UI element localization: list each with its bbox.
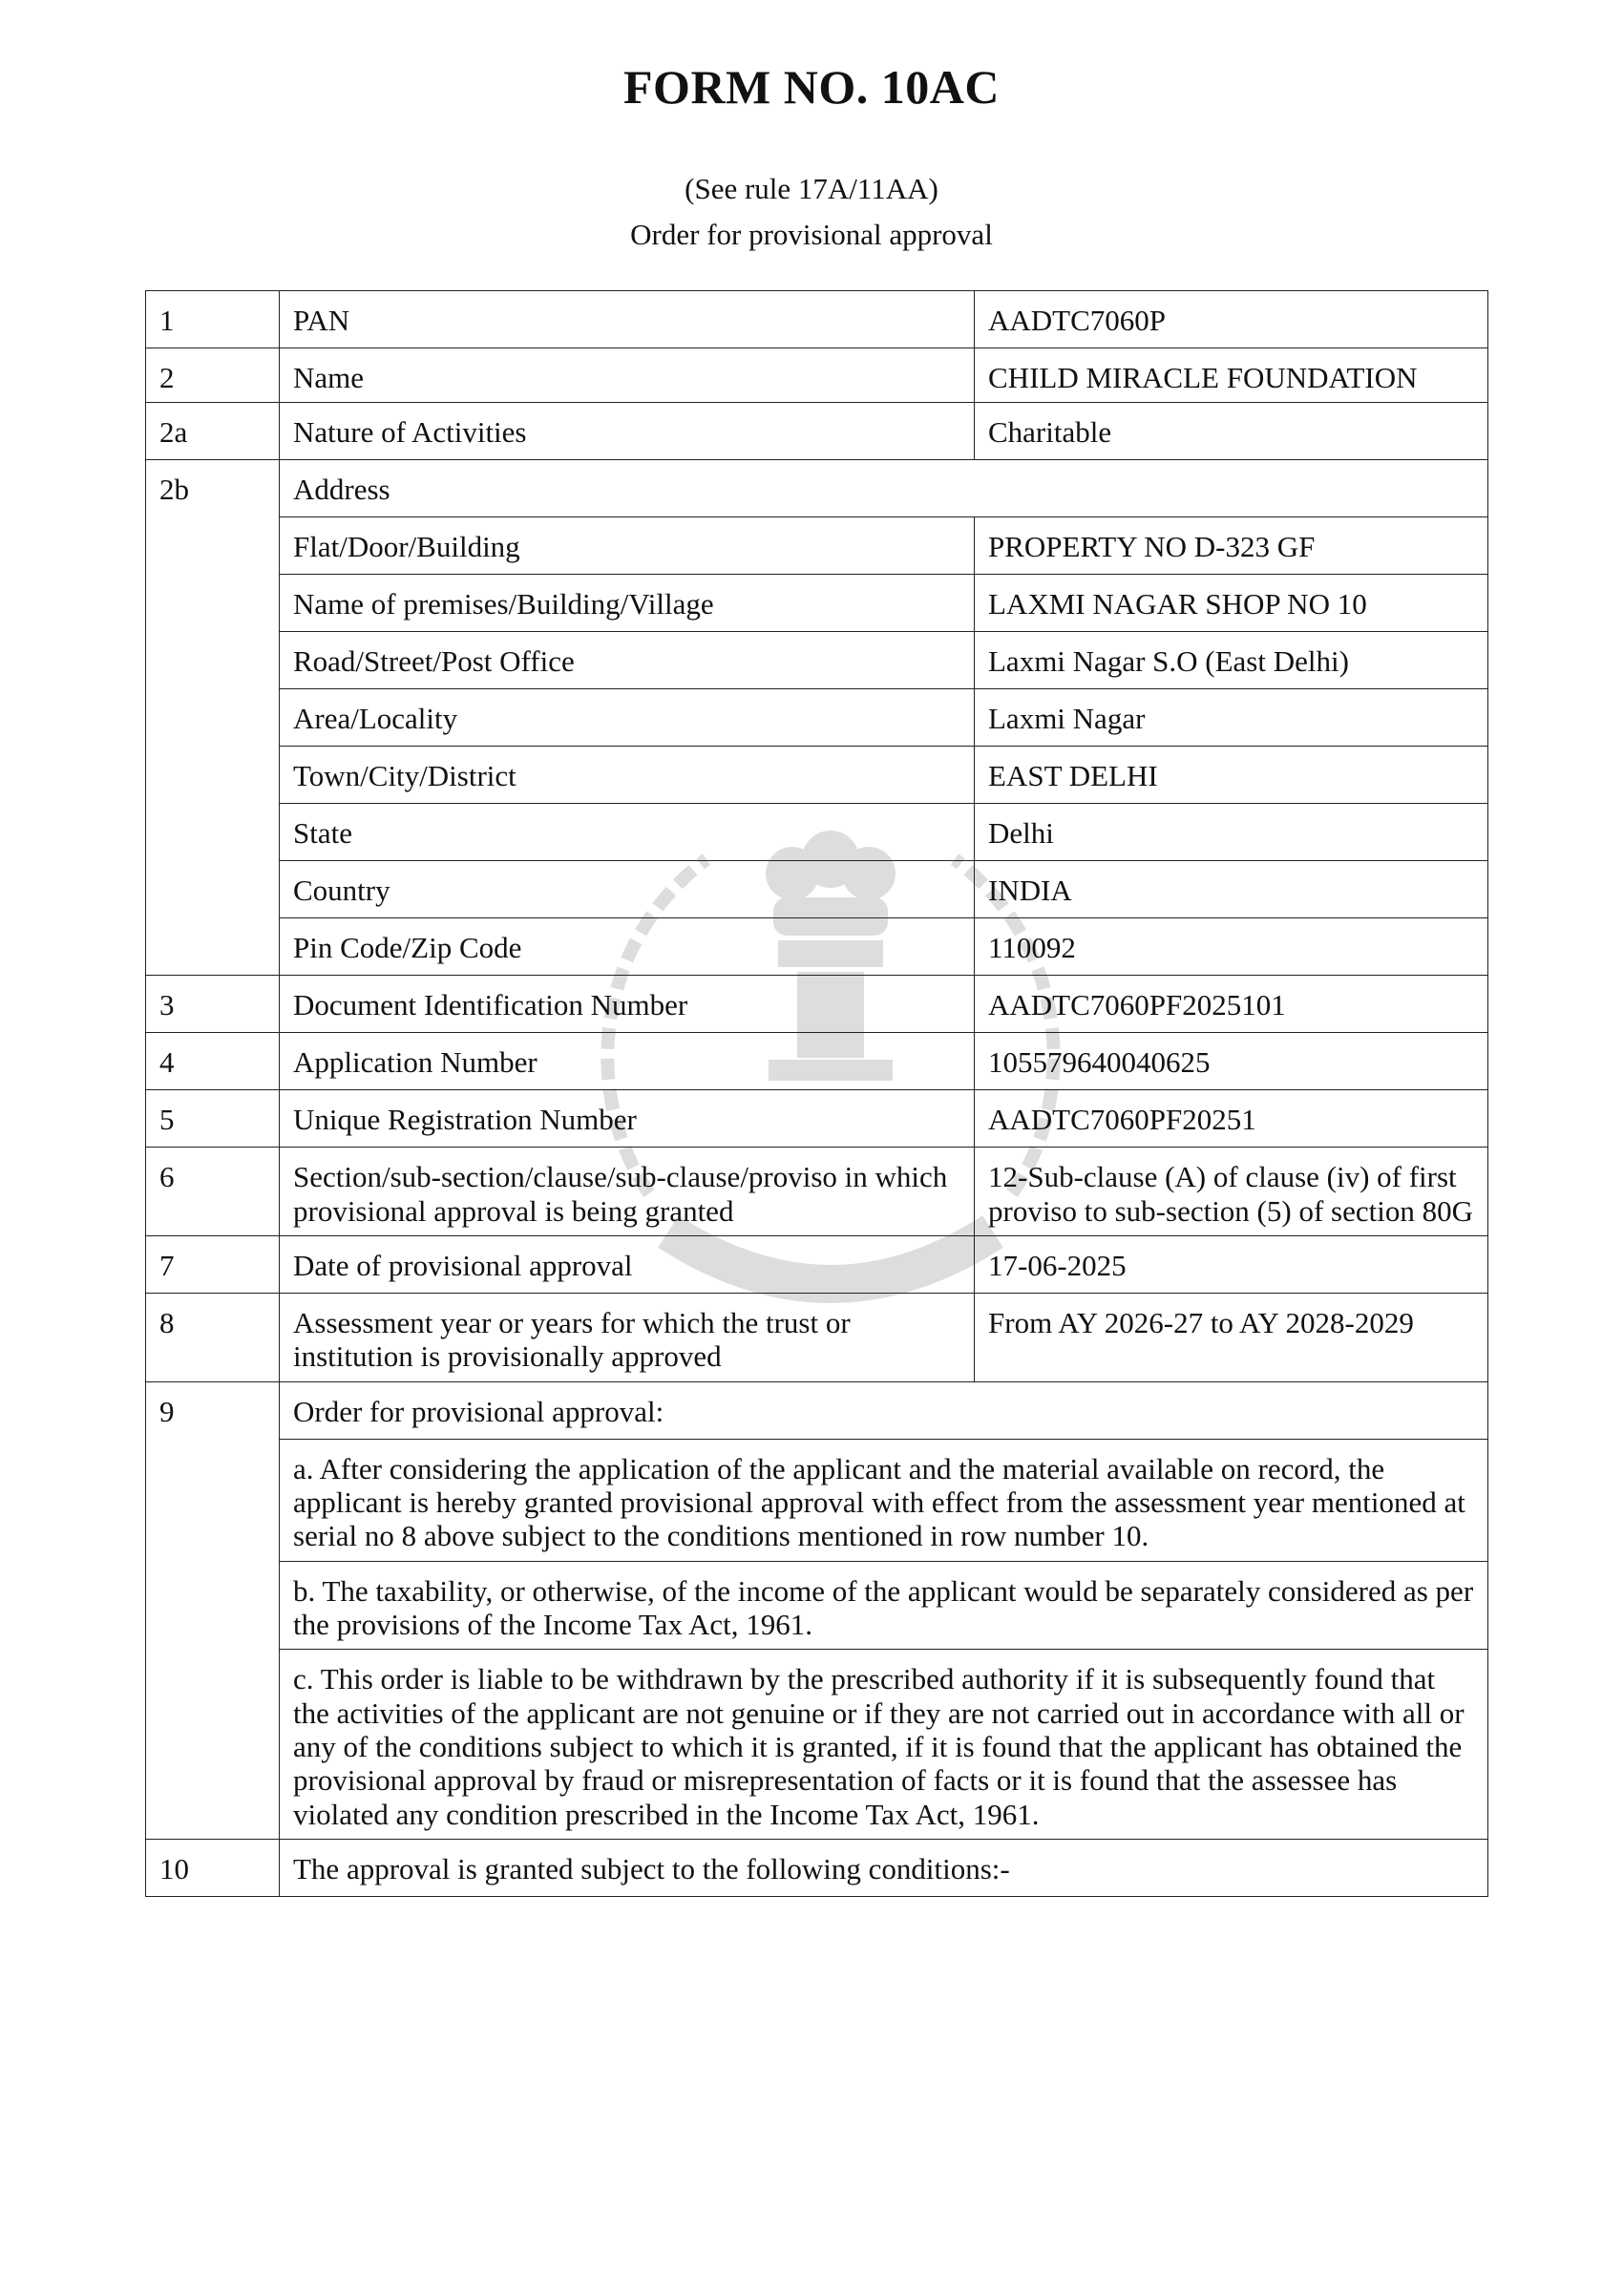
section-value: 12-Sub-clause (A) of clause (iv) of first proviso to sub-section (5) of section 80G bbox=[975, 1148, 1488, 1236]
row-number: 2b bbox=[146, 460, 280, 976]
approval-date-label: Date of provisional approval bbox=[280, 1235, 975, 1293]
form-title: FORM NO. 10AC bbox=[623, 60, 1000, 114]
assessment-year-label: Assessment year or years for which the trust or institution is provisionally approved bbox=[280, 1293, 975, 1381]
address-field-label: Town/City/District bbox=[280, 747, 975, 804]
table-row bbox=[146, 861, 1488, 918]
address-field-label: Country bbox=[280, 861, 975, 918]
name-label: Name bbox=[280, 348, 975, 403]
row-number: 10 bbox=[146, 1839, 280, 1896]
nature-of-activities-value: Charitable bbox=[975, 403, 1488, 460]
address-field-value: INDIA bbox=[975, 861, 1488, 918]
approval-table bbox=[145, 290, 1488, 1897]
table-row bbox=[146, 747, 1488, 804]
address-field-value: EAST DELHI bbox=[975, 747, 1488, 804]
table-row bbox=[146, 1235, 1488, 1293]
pan-label: PAN bbox=[280, 291, 975, 348]
table-row bbox=[146, 1033, 1488, 1090]
address-field-label: State bbox=[280, 804, 975, 861]
table-row bbox=[146, 460, 1488, 517]
rule-reference: (See rule 17A/11AA) bbox=[685, 172, 938, 205]
table-row bbox=[146, 1650, 1488, 1840]
address-field-value: 110092 bbox=[975, 918, 1488, 976]
approval-date-value: 17-06-2025 bbox=[975, 1235, 1488, 1293]
document-identification-label: Document Identification Number bbox=[280, 976, 975, 1033]
row-number: 3 bbox=[146, 976, 280, 1033]
address-field-label: Pin Code/Zip Code bbox=[280, 918, 975, 976]
address-field-label: Name of premises/Building/Village bbox=[280, 575, 975, 632]
table-row bbox=[146, 804, 1488, 861]
table-row bbox=[146, 976, 1488, 1033]
table-row bbox=[146, 1090, 1488, 1148]
table-row bbox=[146, 1148, 1488, 1236]
table-row bbox=[146, 1839, 1488, 1896]
row-number: 9 bbox=[146, 1381, 280, 1839]
unique-registration-value: AADTC7060PF20251 bbox=[975, 1090, 1488, 1148]
application-number-label: Application Number bbox=[280, 1033, 975, 1090]
order-paragraph-a: a. After considering the application of the applicant and the material available on record, the applicant is hereby granted provisional approval with effect from the assessment year mentioned at serial no 8 above subject to the conditions mentioned in row number 10. bbox=[280, 1439, 1488, 1561]
table-row bbox=[146, 403, 1488, 460]
address-heading: Address bbox=[280, 460, 1488, 517]
table-row bbox=[146, 575, 1488, 632]
row-number: 2a bbox=[146, 403, 280, 460]
order-heading: Order for provisional approval: bbox=[280, 1381, 1488, 1439]
row-number: 5 bbox=[146, 1090, 280, 1148]
address-field-label: Road/Street/Post Office bbox=[280, 632, 975, 689]
table-row bbox=[146, 632, 1488, 689]
row-number: 7 bbox=[146, 1235, 280, 1293]
application-number-value: 105579640040625 bbox=[975, 1033, 1488, 1090]
form-subtitle: Order for provisional approval bbox=[630, 218, 993, 251]
address-field-label: Flat/Door/Building bbox=[280, 517, 975, 575]
table-row bbox=[146, 1561, 1488, 1650]
row-number: 8 bbox=[146, 1293, 280, 1381]
pan-value: AADTC7060P bbox=[975, 291, 1488, 348]
address-field-value: PROPERTY NO D-323 GF bbox=[975, 517, 1488, 575]
row-number: 4 bbox=[146, 1033, 280, 1090]
table-row bbox=[146, 517, 1488, 575]
table-row bbox=[146, 1293, 1488, 1381]
address-field-value: Delhi bbox=[975, 804, 1488, 861]
row-number: 1 bbox=[146, 291, 280, 348]
nature-of-activities-label: Nature of Activities bbox=[280, 403, 975, 460]
table-row bbox=[146, 918, 1488, 976]
table-row bbox=[146, 348, 1488, 403]
address-field-value: Laxmi Nagar S.O (East Delhi) bbox=[975, 632, 1488, 689]
table-row bbox=[146, 1381, 1488, 1439]
document-identification-value: AADTC7060PF2025101 bbox=[975, 976, 1488, 1033]
address-field-value: LAXMI NAGAR SHOP NO 10 bbox=[975, 575, 1488, 632]
table-row bbox=[146, 1439, 1488, 1561]
name-value: CHILD MIRACLE FOUNDATION bbox=[975, 348, 1488, 403]
section-label: Section/sub-section/clause/sub-clause/proviso in which provisional approval is being granted bbox=[280, 1148, 975, 1236]
order-paragraph-b: b. The taxability, or otherwise, of the income of the applicant would be separately considered as per the provisions of the Income Tax Act, 1961. bbox=[280, 1561, 1488, 1650]
assessment-year-value: From AY 2026-27 to AY 2028-2029 bbox=[975, 1293, 1488, 1381]
address-field-value: Laxmi Nagar bbox=[975, 689, 1488, 747]
table-row bbox=[146, 291, 1488, 348]
address-field-label: Area/Locality bbox=[280, 689, 975, 747]
order-paragraph-c: c. This order is liable to be withdrawn by the prescribed authority if it is subsequently found that the activities of the applicant are not genuine or if they are not carried out in accordance with all or any of the conditions subject to which it is granted, if it is found that the applicant has obtained the provisional approval by fraud or misrepresentation of facts or it is found that the assessee has violated any condition prescribed in the Income Tax Act, 1961. bbox=[280, 1650, 1488, 1840]
unique-registration-label: Unique Registration Number bbox=[280, 1090, 975, 1148]
conditions-heading: The approval is granted subject to the following conditions:- bbox=[280, 1839, 1488, 1896]
row-number: 2 bbox=[146, 348, 280, 403]
row-number: 6 bbox=[146, 1148, 280, 1236]
table-row bbox=[146, 689, 1488, 747]
